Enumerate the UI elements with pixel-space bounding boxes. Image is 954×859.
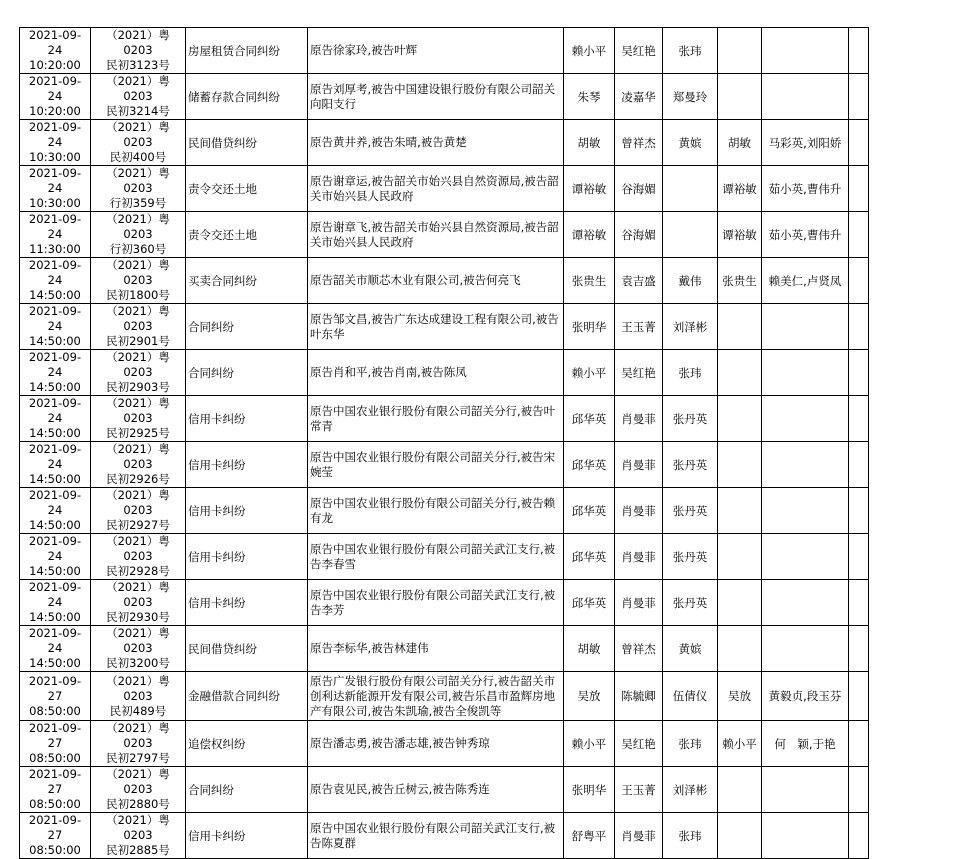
hearing-datetime-cell	[20, 28, 91, 74]
panel-judge-cell	[718, 396, 762, 442]
jurors-cell	[762, 28, 849, 74]
case-number-cell	[91, 350, 186, 396]
hearing-datetime-time: 10:20:00	[29, 58, 81, 72]
case-number-case-b: 民初400号	[109, 150, 167, 164]
parties-cell: 原告韶关市顺芯木业有限公司,被告何亮飞	[308, 258, 564, 304]
panel-judge-cell	[718, 442, 762, 488]
parties-cell: 原告肖和平,被告肖南,被告陈凤	[308, 350, 564, 396]
case-number-cell	[91, 304, 186, 350]
case-number-case-b: 民初2903号	[106, 380, 170, 394]
case-number-case-b: 民初3200号	[106, 656, 170, 670]
case-number-cell	[91, 767, 186, 813]
hearing-datetime-date: 2021-09-24	[28, 166, 82, 195]
parties-cell: 原告中国农业银行股份有限公司韶关分行,被告叶常青	[308, 396, 564, 442]
case-number-case-a: （2021）粤0203	[106, 350, 170, 379]
hearing-datetime-date: 2021-09-27	[28, 767, 82, 796]
table-row	[20, 350, 869, 396]
hearing-datetime-time: 08:50:00	[29, 843, 81, 857]
case-number-cell	[91, 120, 186, 166]
parties-cell: 原告黄井养,被告朱晴,被告黄楚	[308, 120, 564, 166]
hearing-datetime-date: 2021-09-24	[28, 488, 82, 517]
panel-judge-cell: 张贵生	[718, 258, 762, 304]
case-number-cell	[91, 28, 186, 74]
panel-judge-cell	[718, 767, 762, 813]
case-number-cell	[91, 580, 186, 626]
panel-judge-cell: 谭裕敏	[718, 166, 762, 212]
case-number-case-b: 民初2926号	[106, 472, 170, 486]
case-type-cell: 信用卡纠纷	[186, 580, 308, 626]
judge-assistant-cell: 黄嫔	[663, 626, 718, 672]
case-number-case-b: 民初1800号	[106, 288, 170, 302]
clerk-cell: 肖曼菲	[615, 580, 663, 626]
panel-judge-cell	[718, 534, 762, 580]
panel-judge-cell	[718, 304, 762, 350]
case-number-case-a: （2021）粤0203	[106, 580, 170, 609]
clerk-cell: 陈毓卿	[615, 672, 663, 721]
clerk-cell: 王玉菁	[615, 767, 663, 813]
case-number-cell	[91, 442, 186, 488]
table-row	[20, 721, 869, 767]
case-number-case-b: 民初3123号	[106, 58, 170, 72]
case-number-cell	[91, 721, 186, 767]
hearing-datetime-date: 2021-09-24	[28, 626, 82, 655]
table-row	[20, 258, 869, 304]
case-number-case-a: （2021）粤0203	[106, 767, 170, 796]
presiding-judge-cell: 赖小平	[564, 28, 615, 74]
clerk-cell: 肖曼菲	[615, 396, 663, 442]
case-number-case-b: 民初2928号	[106, 564, 170, 578]
hearing-datetime-cell	[20, 212, 91, 258]
case-type-cell: 信用卡纠纷	[186, 534, 308, 580]
hearing-datetime-time: 14:50:00	[29, 472, 81, 486]
table-row	[20, 212, 869, 258]
hearing-datetime-date: 2021-09-24	[28, 258, 82, 287]
parties-cell: 原告邹文昌,被告广东达成建设工程有限公司,被告叶东华	[308, 304, 564, 350]
parties-cell: 原告刘厚考,被告中国建设银行股份有限公司韶关向阳支行	[308, 74, 564, 120]
hearing-datetime-cell	[20, 396, 91, 442]
case-number-case-b: 民初489号	[109, 703, 167, 718]
extra-column-cell	[849, 350, 869, 396]
presiding-judge-cell: 舒粤平	[564, 813, 615, 859]
case-number-case-b: 行初360号	[109, 242, 167, 256]
case-number-case-a: （2021）粤0203	[106, 673, 170, 703]
judge-assistant-cell: 张玮	[663, 721, 718, 767]
clerk-cell: 肖曼菲	[615, 488, 663, 534]
parties-cell: 原告李标华,被告林建伟	[308, 626, 564, 672]
presiding-judge-cell: 谭裕敏	[564, 212, 615, 258]
hearing-datetime-cell	[20, 74, 91, 120]
extra-column-cell	[849, 212, 869, 258]
jurors-cell	[762, 304, 849, 350]
hearing-datetime-date: 2021-09-27	[28, 721, 82, 750]
parties-cell: 原告中国农业银行股份有限公司韶关武江支行,被告陈夏群	[308, 813, 564, 859]
table-row	[20, 74, 869, 120]
hearing-datetime-cell	[20, 534, 91, 580]
hearing-datetime-time: 10:20:00	[29, 104, 81, 118]
jurors-cell: 茹小英,曹伟升	[762, 166, 849, 212]
panel-judge-cell: 吴放	[718, 672, 762, 721]
case-number-case-a: （2021）粤0203	[106, 626, 170, 655]
extra-column-cell	[849, 28, 869, 74]
clerk-cell: 肖曼菲	[615, 442, 663, 488]
table-row	[20, 396, 869, 442]
hearing-datetime-cell	[20, 442, 91, 488]
parties-cell: 原告谢章运,被告韶关市始兴县自然资源局,被告韶关市始兴县人民政府	[308, 166, 564, 212]
case-number-cell	[91, 396, 186, 442]
hearing-datetime-cell	[20, 813, 91, 859]
jurors-cell	[762, 350, 849, 396]
presiding-judge-cell: 胡敏	[564, 120, 615, 166]
parties-cell: 原告谢章飞,被告韶关市始兴县自然资源局,被告韶关市始兴县人民政府	[308, 212, 564, 258]
case-number-cell	[91, 258, 186, 304]
presiding-judge-cell: 张明华	[564, 767, 615, 813]
case-type-cell: 合同纠纷	[186, 304, 308, 350]
presiding-judge-cell: 吴放	[564, 672, 615, 721]
case-type-cell: 买卖合同纠纷	[186, 258, 308, 304]
extra-column-cell	[849, 304, 869, 350]
judge-assistant-cell: 黄嫔	[663, 120, 718, 166]
parties-cell: 原告徐家玲,被告叶辉	[308, 28, 564, 74]
parties-cell: 原告中国农业银行股份有限公司韶关分行,被告赖有龙	[308, 488, 564, 534]
jurors-cell	[762, 580, 849, 626]
case-type-cell: 信用卡纠纷	[186, 813, 308, 859]
hearing-datetime-time: 14:50:00	[29, 380, 81, 394]
jurors-cell: 黄毅贞,段玉芬	[762, 672, 849, 721]
judge-assistant-cell: 张玮	[663, 28, 718, 74]
case-type-cell: 民间借贷纠纷	[186, 626, 308, 672]
hearing-datetime-date: 2021-09-27	[28, 673, 82, 703]
extra-column-cell	[849, 767, 869, 813]
panel-judge-cell	[718, 580, 762, 626]
panel-judge-cell: 胡敏	[718, 120, 762, 166]
hearing-datetime-cell	[20, 580, 91, 626]
jurors-cell: 马彩英,刘阳娇	[762, 120, 849, 166]
hearing-datetime-cell	[20, 488, 91, 534]
judge-assistant-cell: 刘泽彬	[663, 767, 718, 813]
hearing-schedule-table	[19, 27, 869, 859]
hearing-datetime-cell	[20, 350, 91, 396]
panel-judge-cell	[718, 350, 762, 396]
table-row	[20, 626, 869, 672]
table-row	[20, 120, 869, 166]
hearing-datetime-time: 14:50:00	[29, 288, 81, 302]
case-number-case-b: 民初2930号	[106, 610, 170, 624]
case-number-cell	[91, 166, 186, 212]
hearing-datetime-date: 2021-09-24	[28, 442, 82, 471]
hearing-datetime-cell	[20, 258, 91, 304]
jurors-cell	[762, 396, 849, 442]
extra-column-cell	[849, 258, 869, 304]
table-row	[20, 442, 869, 488]
panel-judge-cell	[718, 74, 762, 120]
case-number-case-a: （2021）粤0203	[106, 258, 170, 287]
jurors-cell	[762, 534, 849, 580]
hearing-datetime-time: 10:30:00	[29, 196, 81, 210]
hearing-datetime-cell	[20, 166, 91, 212]
case-number-case-a: （2021）粤0203	[106, 813, 170, 842]
case-number-case-a: （2021）粤0203	[106, 166, 170, 195]
jurors-cell	[762, 488, 849, 534]
case-number-case-a: （2021）粤0203	[106, 534, 170, 563]
jurors-cell	[762, 767, 849, 813]
hearing-datetime-time: 10:30:00	[29, 150, 81, 164]
case-number-case-b: 民初2885号	[106, 843, 170, 857]
extra-column-cell	[849, 442, 869, 488]
table-row	[20, 28, 869, 74]
parties-cell: 原告潘志勇,被告潘志雄,被告钟秀琼	[308, 721, 564, 767]
case-number-case-a: （2021）粤0203	[106, 721, 170, 750]
case-number-case-b: 民初2901号	[106, 334, 170, 348]
case-number-case-a: （2021）粤0203	[106, 488, 170, 517]
judge-assistant-cell	[663, 166, 718, 212]
panel-judge-cell	[718, 626, 762, 672]
presiding-judge-cell: 张贵生	[564, 258, 615, 304]
extra-column-cell	[849, 534, 869, 580]
hearing-datetime-cell	[20, 120, 91, 166]
parties-cell: 原告袁见民,被告丘树云,被告陈秀连	[308, 767, 564, 813]
judge-assistant-cell: 张丹英	[663, 580, 718, 626]
judge-assistant-cell: 张丹英	[663, 442, 718, 488]
hearing-datetime-date: 2021-09-24	[28, 350, 82, 379]
extra-column-cell	[849, 488, 869, 534]
hearing-datetime-cell	[20, 672, 91, 721]
case-type-cell: 金融借款合同纠纷	[186, 672, 308, 721]
extra-column-cell	[849, 813, 869, 859]
hearing-datetime-time: 14:50:00	[29, 426, 81, 440]
hearing-datetime-cell	[20, 626, 91, 672]
case-number-case-b: 民初2797号	[106, 751, 170, 765]
case-number-case-b: 民初2880号	[106, 797, 170, 811]
case-number-cell	[91, 74, 186, 120]
table-row	[20, 580, 869, 626]
jurors-cell: 何 颖,于艳	[762, 721, 849, 767]
hearing-datetime-time: 14:50:00	[29, 334, 81, 348]
hearing-datetime-time: 08:50:00	[29, 703, 81, 718]
parties-cell: 原告中国农业银行股份有限公司韶关武江支行,被告李春雪	[308, 534, 564, 580]
jurors-cell	[762, 442, 849, 488]
hearing-datetime-date: 2021-09-24	[28, 28, 82, 57]
jurors-cell	[762, 626, 849, 672]
judge-assistant-cell: 张玮	[663, 350, 718, 396]
table-body	[20, 28, 869, 859]
case-type-cell: 房屋租赁合同纠纷	[186, 28, 308, 74]
hearing-datetime-time: 08:50:00	[29, 751, 81, 765]
case-type-cell: 合同纠纷	[186, 350, 308, 396]
hearing-datetime-time: 11:30:00	[29, 242, 81, 256]
parties-cell: 原告广发银行股份有限公司韶关分行,被告韶关市创利达新能源开发有限公司,被告乐昌市盈辉房地产有限公司,被告朱凯瑜,被告全俊凯等	[308, 672, 564, 721]
hearing-datetime-date: 2021-09-24	[28, 120, 82, 149]
case-number-cell	[91, 534, 186, 580]
hearing-datetime-date: 2021-09-24	[28, 304, 82, 333]
case-type-cell: 责令交还土地	[186, 212, 308, 258]
judge-assistant-cell: 张玮	[663, 813, 718, 859]
case-number-case-a: （2021）粤0203	[106, 396, 170, 425]
presiding-judge-cell: 朱琴	[564, 74, 615, 120]
judge-assistant-cell: 郑曼玲	[663, 74, 718, 120]
panel-judge-cell: 谭裕敏	[718, 212, 762, 258]
hearing-datetime-date: 2021-09-24	[28, 534, 82, 563]
case-number-case-a: （2021）粤0203	[106, 212, 170, 241]
hearing-datetime-date: 2021-09-24	[28, 396, 82, 425]
table-row	[20, 813, 869, 859]
jurors-cell	[762, 74, 849, 120]
hearing-datetime-time: 14:50:00	[29, 518, 81, 532]
clerk-cell: 袁吉盛	[615, 258, 663, 304]
hearing-datetime-date: 2021-09-24	[28, 74, 82, 103]
panel-judge-cell: 赖小平	[718, 721, 762, 767]
case-type-cell: 储蓄存款合同纠纷	[186, 74, 308, 120]
presiding-judge-cell: 邱华英	[564, 442, 615, 488]
clerk-cell: 吴红艳	[615, 721, 663, 767]
judge-assistant-cell: 戴伟	[663, 258, 718, 304]
judge-assistant-cell: 刘泽彬	[663, 304, 718, 350]
judge-assistant-cell: 伍倩仪	[663, 672, 718, 721]
case-number-case-b: 民初2925号	[106, 426, 170, 440]
panel-judge-cell	[718, 813, 762, 859]
case-type-cell: 信用卡纠纷	[186, 396, 308, 442]
clerk-cell: 肖曼菲	[615, 534, 663, 580]
hearing-datetime-date: 2021-09-24	[28, 580, 82, 609]
judge-assistant-cell	[663, 212, 718, 258]
hearing-datetime-time: 08:50:00	[29, 797, 81, 811]
case-type-cell: 信用卡纠纷	[186, 442, 308, 488]
case-number-case-b: 行初359号	[109, 196, 167, 210]
case-type-cell: 信用卡纠纷	[186, 488, 308, 534]
clerk-cell: 凌嘉华	[615, 74, 663, 120]
hearing-datetime-cell	[20, 304, 91, 350]
case-number-cell	[91, 626, 186, 672]
extra-column-cell	[849, 74, 869, 120]
extra-column-cell	[849, 580, 869, 626]
table-row	[20, 488, 869, 534]
jurors-cell	[762, 813, 849, 859]
panel-judge-cell	[718, 28, 762, 74]
table-row	[20, 767, 869, 813]
case-type-cell: 民间借贷纠纷	[186, 120, 308, 166]
parties-cell: 原告中国农业银行股份有限公司韶关分行,被告宋婉莹	[308, 442, 564, 488]
panel-judge-cell	[718, 488, 762, 534]
presiding-judge-cell: 谭裕敏	[564, 166, 615, 212]
presiding-judge-cell: 邱华英	[564, 580, 615, 626]
case-number-case-a: （2021）粤0203	[106, 120, 170, 149]
table-row	[20, 534, 869, 580]
clerk-cell: 吴红艳	[615, 350, 663, 396]
table-row	[20, 304, 869, 350]
hearing-datetime-cell	[20, 767, 91, 813]
case-number-case-a: （2021）粤0203	[106, 28, 170, 57]
extra-column-cell	[849, 120, 869, 166]
parties-cell: 原告中国农业银行股份有限公司韶关武江支行,被告李芳	[308, 580, 564, 626]
clerk-cell: 王玉菁	[615, 304, 663, 350]
clerk-cell: 曾祥杰	[615, 120, 663, 166]
clerk-cell: 肖曼菲	[615, 813, 663, 859]
hearing-datetime-time: 14:50:00	[29, 564, 81, 578]
clerk-cell: 谷海媚	[615, 166, 663, 212]
case-number-case-b: 民初3214号	[106, 104, 170, 118]
presiding-judge-cell: 赖小平	[564, 721, 615, 767]
presiding-judge-cell: 赖小平	[564, 350, 615, 396]
case-number-case-b: 民初2927号	[106, 518, 170, 532]
extra-column-cell	[849, 626, 869, 672]
hearing-datetime-time: 14:50:00	[29, 656, 81, 670]
case-number-cell	[91, 212, 186, 258]
extra-column-cell	[849, 672, 869, 721]
table-row	[20, 672, 869, 721]
clerk-cell: 谷海媚	[615, 212, 663, 258]
case-number-case-a: （2021）粤0203	[106, 74, 170, 103]
hearing-datetime-date: 2021-09-27	[28, 813, 82, 842]
clerk-cell: 曾祥杰	[615, 626, 663, 672]
judge-assistant-cell: 张丹英	[663, 488, 718, 534]
clerk-cell: 吴红艳	[615, 28, 663, 74]
jurors-cell: 赖美仁,卢贤凤	[762, 258, 849, 304]
judge-assistant-cell: 张丹英	[663, 534, 718, 580]
case-type-cell: 追偿权纠纷	[186, 721, 308, 767]
jurors-cell: 茹小英,曹伟升	[762, 212, 849, 258]
table-row	[20, 166, 869, 212]
judge-assistant-cell: 张丹英	[663, 396, 718, 442]
case-number-case-a: （2021）粤0203	[106, 304, 170, 333]
case-number-cell	[91, 672, 186, 721]
presiding-judge-cell: 张明华	[564, 304, 615, 350]
presiding-judge-cell: 邱华英	[564, 488, 615, 534]
extra-column-cell	[849, 721, 869, 767]
extra-column-cell	[849, 396, 869, 442]
presiding-judge-cell: 邱华英	[564, 534, 615, 580]
hearing-datetime-cell	[20, 721, 91, 767]
hearing-datetime-date: 2021-09-24	[28, 212, 82, 241]
case-number-case-a: （2021）粤0203	[106, 442, 170, 471]
case-type-cell: 责令交还土地	[186, 166, 308, 212]
presiding-judge-cell: 邱华英	[564, 396, 615, 442]
presiding-judge-cell: 胡敏	[564, 626, 615, 672]
case-number-cell	[91, 813, 186, 859]
case-type-cell: 合同纠纷	[186, 767, 308, 813]
extra-column-cell	[849, 166, 869, 212]
hearing-datetime-time: 14:50:00	[29, 610, 81, 624]
case-number-cell	[91, 488, 186, 534]
